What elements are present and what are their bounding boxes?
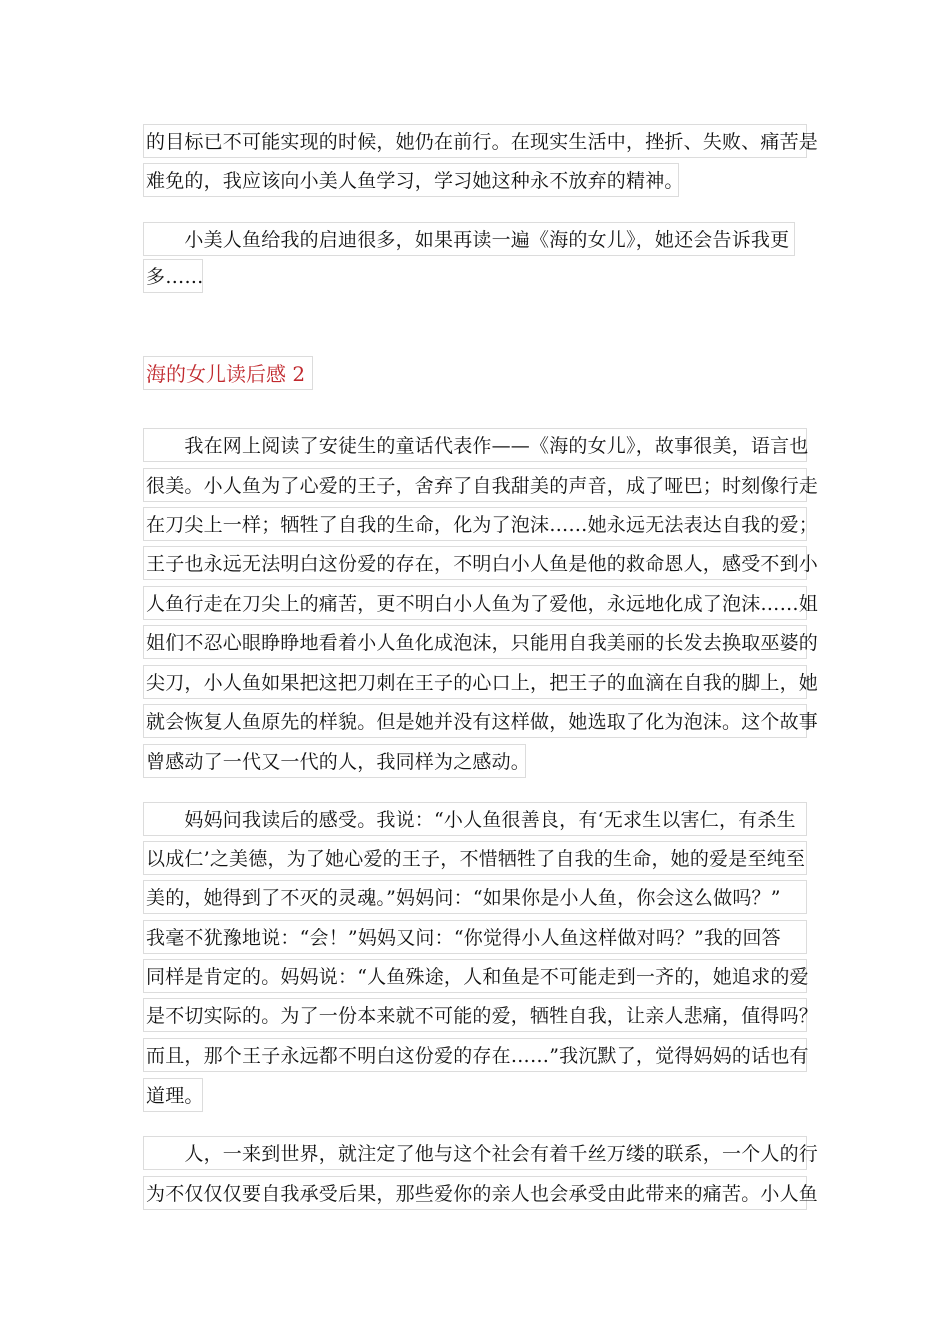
text-line: 就会恢复人鱼原先的样貌。但是她并没有这样做，她选取了化为泡沫。这个故事 <box>143 704 807 738</box>
text-line: 尖刀，小人鱼如果把这把刀刺在王子的心口上，把王子的血滴在自我的脚上，她 <box>143 665 807 699</box>
text-line: 的目标已不可能实现的时候，她仍在前行。在现实生活中，挫折、失败、痛苦是 <box>143 124 807 158</box>
text-line: 以成仁’之美德，为了她心爱的王子，不惜牺牲了自我的生命，她的爱是至纯至 <box>143 841 807 875</box>
text-line: 道理。 <box>143 1078 203 1112</box>
text-line: 姐们不忍心眼睁睁地看着小人鱼化成泡沫，只能用自我美丽的长发去换取巫婆的 <box>143 625 807 659</box>
text-line: 为不仅仅仅要自我承受后果，那些爱你的亲人也会承受由此带来的痛苦。小人鱼 <box>143 1176 807 1210</box>
text-line: 而且，那个王子永远都不明白这份爱的存在……”我沉默了，觉得妈妈的话也有 <box>143 1038 807 1072</box>
text-line: 在刀尖上一样；牺牲了自我的生命，化为了泡沫……她永远无法表达自我的爱； <box>143 507 807 541</box>
text-line: 曾感动了一代又一代的人，我同样为之感动。 <box>143 744 526 778</box>
text-line: 是不切实际的。为了一份本来就不可能的爱，牺牲自我，让亲人悲痛，值得吗？ <box>143 998 807 1032</box>
text-line: 美的，她得到了不灭的灵魂。”妈妈问：“如果你是小人鱼，你会这么做吗？” <box>143 880 807 914</box>
text-line: 我在网上阅读了安徒生的童话代表作——《海的女儿》，故事很美，语言也 <box>143 428 807 462</box>
text-line: 人，一来到世界，就注定了他与这个社会有着千丝万缕的联系，一个人的行 <box>143 1136 807 1170</box>
text-line: 我毫不犹豫地说：“会！”妈妈又问：“你觉得小人鱼这样做对吗？”我的回答 <box>143 920 807 954</box>
text-line: 很美。小人鱼为了心爱的王子，舍弃了自我甜美的声音，成了哑巴；时刻像行走 <box>143 468 807 502</box>
text-line: 难免的，我应该向小美人鱼学习，学习她这种永不放弃的精神。 <box>143 163 679 197</box>
text-line: 多…… <box>143 259 203 293</box>
text-line: 人鱼行走在刀尖上的痛苦，更不明白小人鱼为了爱他，永远地化成了泡沫……姐 <box>143 586 807 620</box>
text-line: 同样是肯定的。妈妈说：“人鱼殊途，人和鱼是不可能走到一齐的，她追求的爱 <box>143 959 807 993</box>
text-line: 妈妈问我读后的感受。我说：“小人鱼很善良，有‘无求生以害仁，有杀生 <box>143 802 807 836</box>
section-heading: 海的女儿读后感 2 <box>143 356 313 390</box>
text-line: 小美人鱼给我的启迪很多，如果再读一遍《海的女儿》，她还会告诉我更 <box>143 222 795 256</box>
text-line: 王子也永远无法明白这份爱的存在，不明白小人鱼是他的救命恩人，感受不到小 <box>143 546 807 580</box>
